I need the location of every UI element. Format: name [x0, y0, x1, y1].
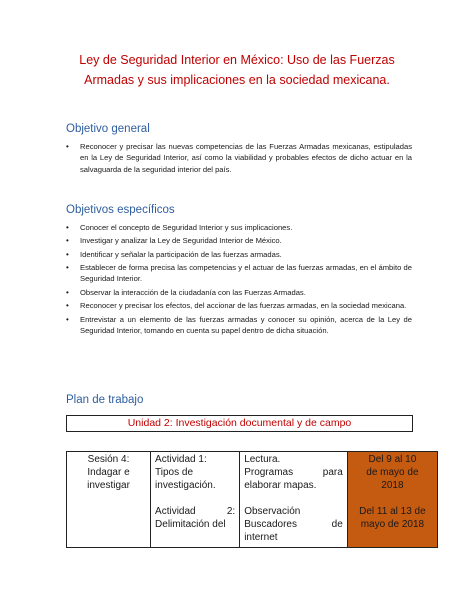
list-item: • Identificar y señalar la participación de las fuerzas armadas.	[66, 249, 282, 259]
unit-title-box: Unidad 2: Investigación documental y de campo	[66, 415, 413, 432]
resources-cell: Lectura. Programas para elaborar mapas. Observación Buscadores de internet	[240, 452, 348, 548]
objetivo-general-heading: Objetivo general	[66, 123, 150, 135]
list-item: • Reconocer y precisar los efectos, del accionar de las fuerzas armadas, en la sociedad mexicana.	[66, 301, 407, 311]
plan-table	[66, 451, 438, 548]
title-line-1: Ley de Seguridad Interior en México: Uso de las Fuerzas	[79, 53, 395, 67]
bullet-icon: •	[66, 236, 69, 246]
bullet-icon: •	[66, 314, 69, 324]
list-item: • Conocer el concepto de Seguridad Interior y sus implicaciones.	[66, 223, 293, 232]
objetivos-especificos-list	[66, 222, 412, 338]
list-item: • Establecer de forma precisa las competencias y el actuar de las fuerzas armadas, en el ámbito de Seguridad Interior.	[66, 263, 412, 284]
table-row	[67, 452, 438, 548]
bullet-icon: •	[66, 142, 69, 151]
objetivo-general-list	[66, 141, 412, 175]
title-line-2: Armadas y sus implicaciones en la sociedad mexicana.	[84, 73, 390, 87]
bullet-icon: •	[66, 287, 69, 297]
bullet-icon: •	[66, 249, 69, 259]
list-item: • Entrevistar a un elemento de las fuerzas armadas y conocer su opinión, acerca de la Ley de Seguridad Interior, tomando en cuenta su papel dentro de dicha situación.	[66, 314, 412, 335]
bullet-icon: •	[66, 223, 69, 232]
objetivos-especificos-heading: Objetivos específicos	[66, 204, 175, 216]
list-item: • Observar la interacción de la ciudadanía con las Fuerzas Armadas.	[66, 287, 306, 297]
activities-cell: Actividad 1: Tipos de investigación. Actividad 2: Delimitación del	[151, 452, 240, 548]
dates-cell: Del 9 al 10 de mayo de 2018 Del 11 al 13 de mayo de 2018	[347, 452, 437, 548]
list-item: • Investigar y analizar la Ley de Seguridad Interior de México.	[66, 236, 282, 246]
session-cell: Sesión 4: Indagar e investigar	[67, 452, 151, 548]
document-title	[40, 50, 434, 90]
plan-heading: Plan de trabajo	[66, 394, 144, 406]
bullet-icon: •	[66, 301, 69, 311]
list-item: • Reconocer y precisar las nuevas competencias de las Fuerzas Armadas mexicanas, estipuladas en la Ley de Seguridad Interior, así como la viabilidad y probables efectos de dicho actuar en la salvaguarda de la seguridad interior del país.	[66, 142, 412, 174]
bullet-icon: •	[66, 263, 69, 273]
